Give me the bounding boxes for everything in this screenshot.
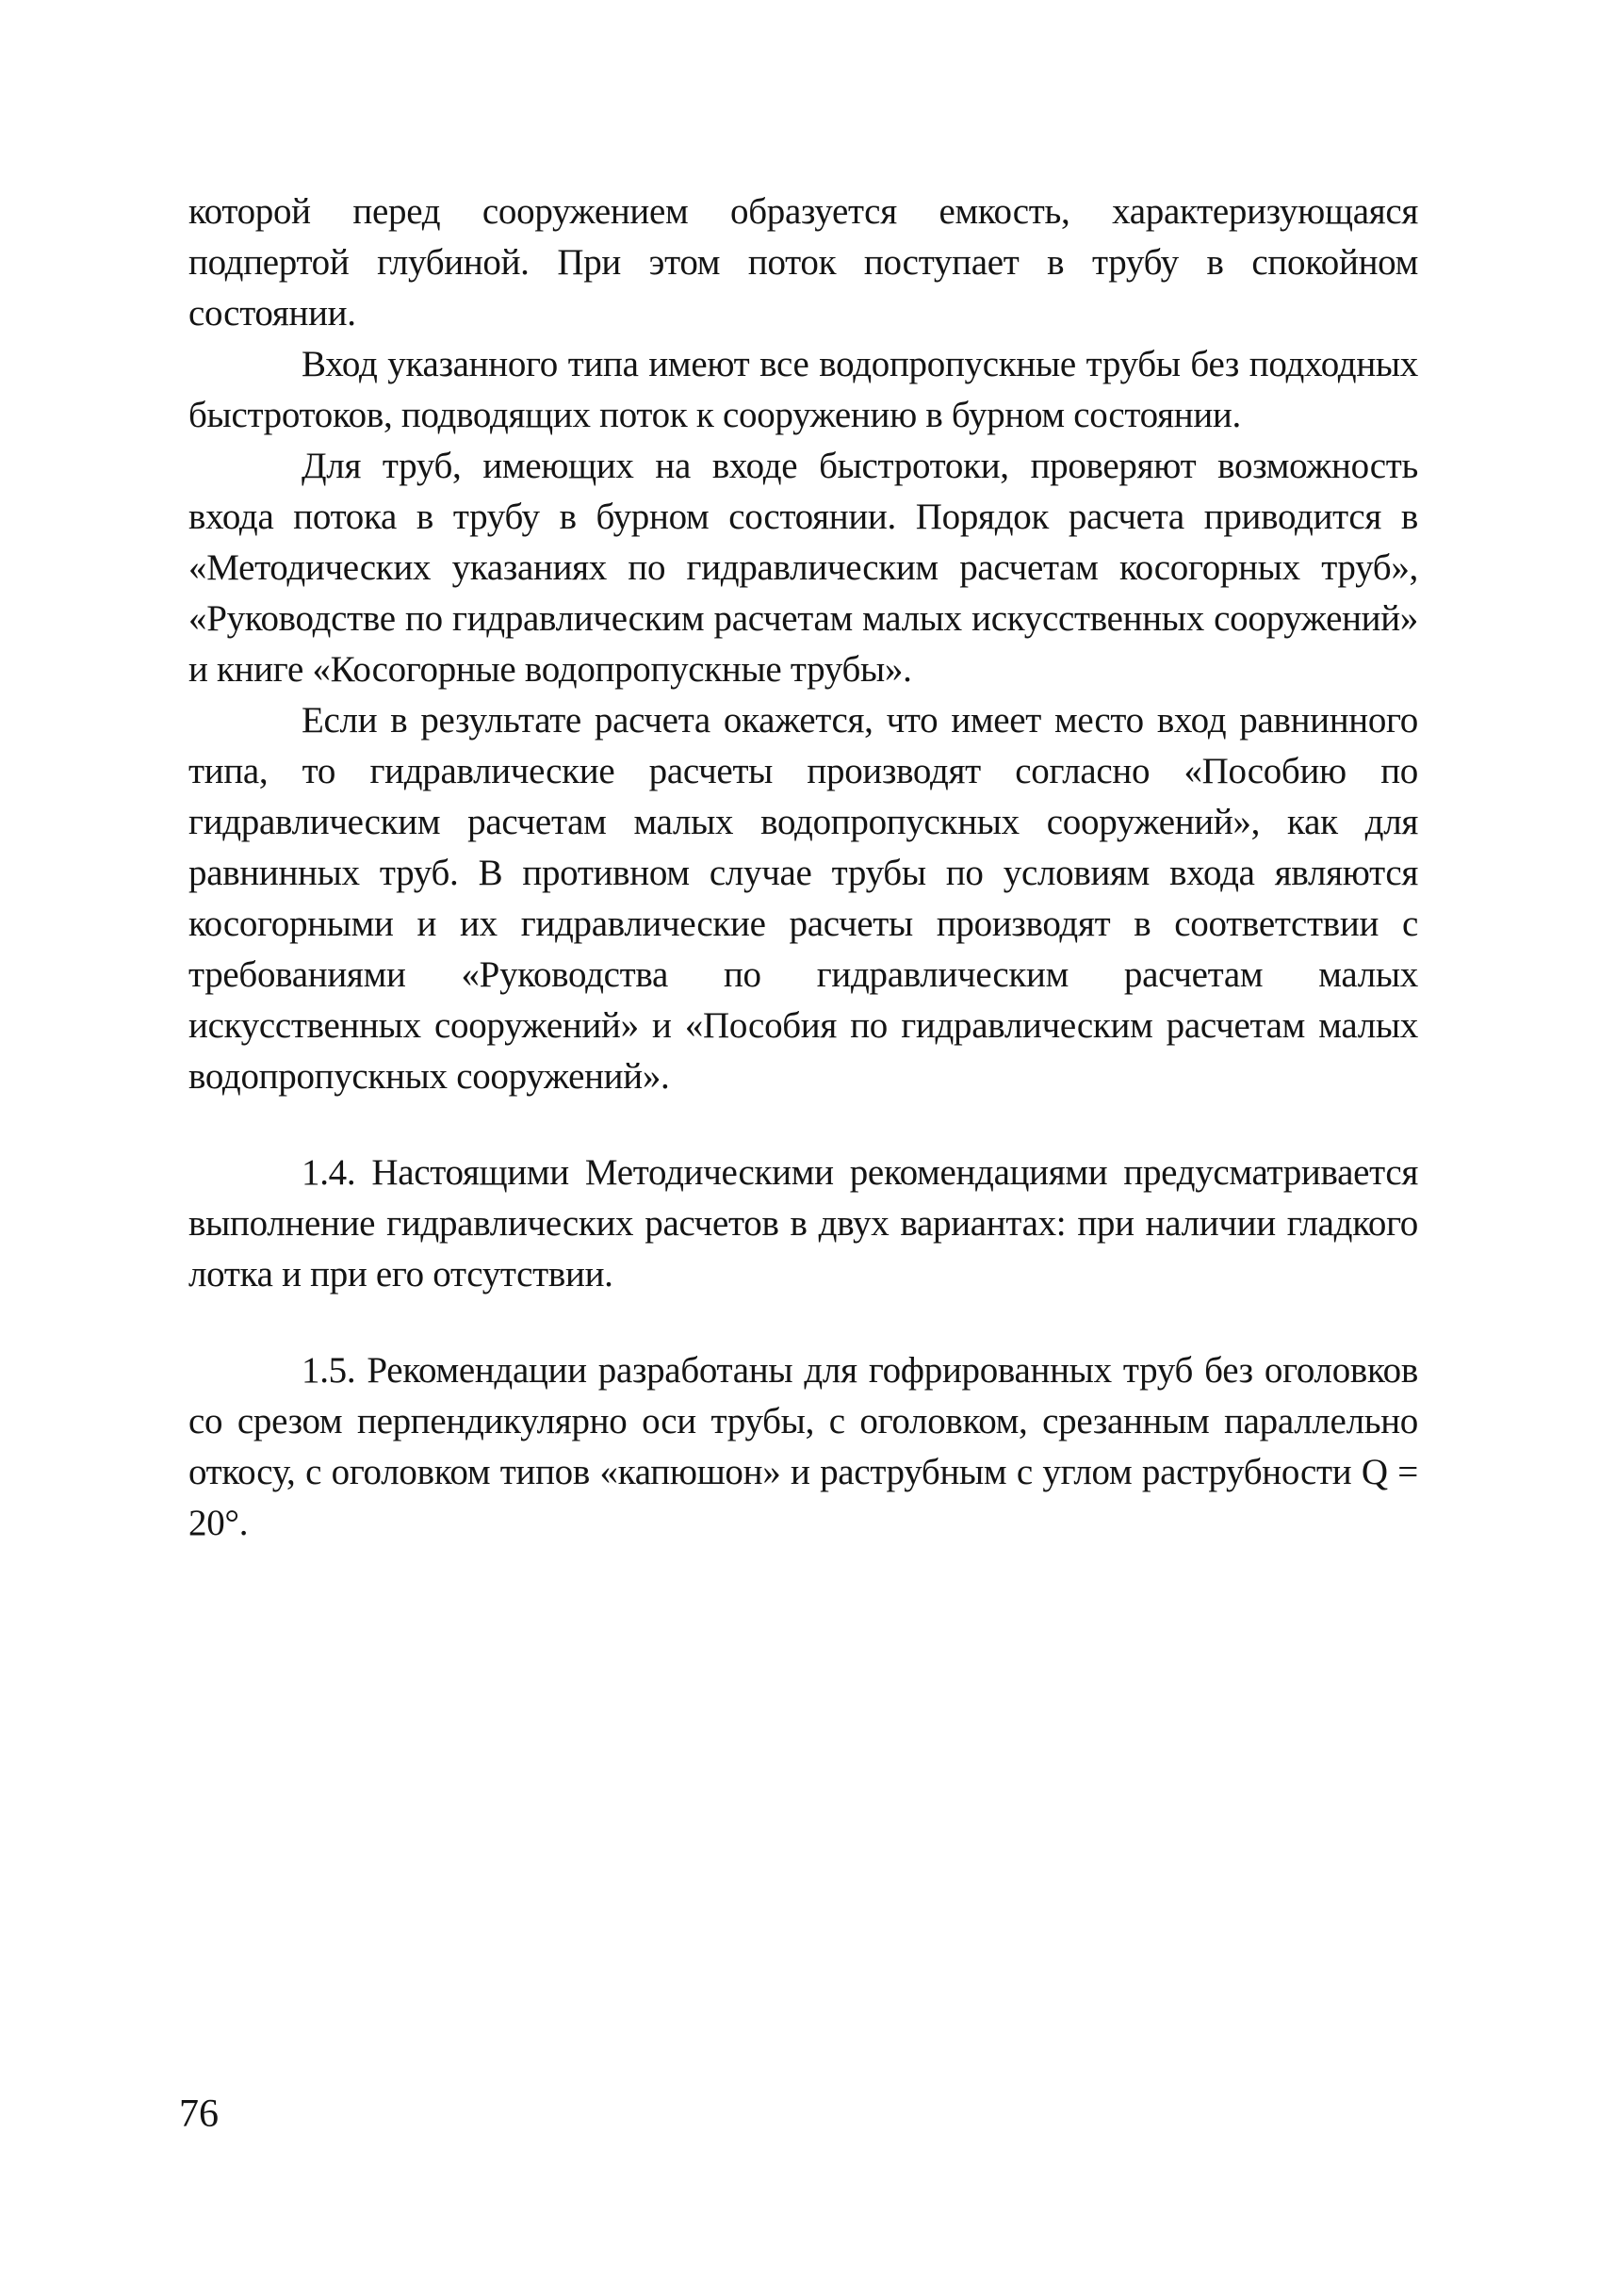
paragraph-section-1-4: 1.4. Настоящими Методическими рекомендациями предусматривается выполнение гидравлических расчетов в двух вариантах: при наличии гладкого лотка и при его отсутствии. xyxy=(188,1152,1418,1295)
paragraph-continuation: которой перед сооружением образуется емкость, характеризующаяся подпертой глубиной. При этом поток поступает в трубу в спокойном состоянии. xyxy=(188,191,1418,334)
paragraph-calculation-result: Если в результате расчета окажется, что имеет место вход равнинного типа, то гидравлические расчеты производят согласно «Пособию по гидравлическим расчетам малых водопропускных сооружений», как для равнинных труб. В противном случае трубы по условиям входа являются косогорными и их гидравлические расчеты производят в соответствии с требованиями «Руководства по гидравлическим расчетам малых искусственных сооружений» и «Пособия по гидравлическим расчетам малых водопропускных сооружений». xyxy=(188,700,1418,1097)
paragraph-entry-type: Вход указанного типа имеют все водопропускные трубы без подходных быстротоков, подводящих поток к сооружению в бурном состоянии. xyxy=(188,344,1418,435)
page-number: 76 xyxy=(179,2092,219,2136)
paragraph-rapid-pipes: Для труб, имеющих на входе быстротоки, проверяют возможность входа потока в трубу в бурном состоянии. Порядок расчета приводится в «Методических указаниях по гидравлическим расчетам косогорных труб», «Руководстве по гидравлическим расчетам малых искусственных сооружений» и книге «Косогорные водопропускные трубы». xyxy=(188,446,1418,690)
body-text xyxy=(188,187,1418,1549)
paragraph-section-1-5: 1.5. Рекомендации разработаны для гофрированных труб без оголовков со срезом перпендикулярно оси трубы, с оголовком, срезанным параллельно откосу, с оголовком типов «капюшон» и раструбным с углом раструбности Q = 20°. xyxy=(188,1350,1418,1543)
